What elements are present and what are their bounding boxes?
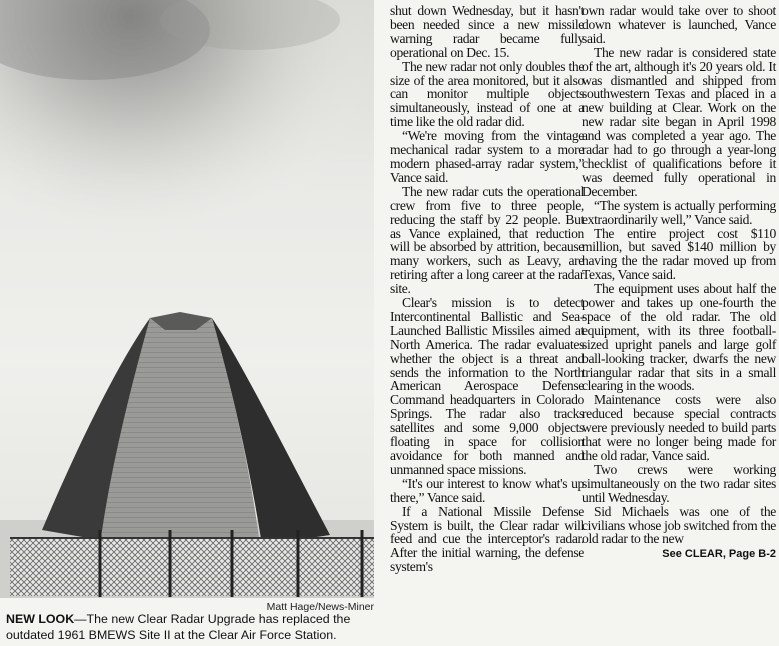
paragraph: The entire project cost $110 million, but saved $140 million by having the the radar moved up from Texas, Vance said.	[582, 225, 776, 283]
paragraph: Two crews were working simultaneously on the two radar sites until Wednesday.	[582, 461, 776, 505]
photo-caption	[6, 611, 372, 643]
paragraph: Sid Michaels was one of the civilians whose job switched from the old radar to the new	[582, 503, 776, 547]
paragraph: The equipment uses about half the power and takes up one-fourth the space of the old radar. The old equipment, with its three football-sized upright panels and large golf ball-looking tracker, dwarfs the new triangular radar that sits in a small clearing in the woods.	[582, 281, 776, 394]
article-column-2	[582, 4, 776, 562]
radar-photo	[0, 0, 374, 598]
jump-line: See CLEAR, Page B-2	[662, 548, 776, 561]
paragraph: Maintenance costs were also reduced because special contracts were previously needed to build parts that were no longer being made for the old radar, Vance said.	[582, 392, 776, 463]
article-column-1	[390, 4, 584, 574]
caption-text: —The new Clear Radar Upgrade has replaced the outdated 1961 BMEWS Site II at the Clear Air Force Station.	[6, 612, 351, 642]
paragraph: Clear's mission is to detect Intercontinental Ballistic and Sea-Launched Ballistic Missiles aimed at North America. The radar evaluates whether the object is a threat and sends the information to the North American Aerospace Defense Command headquarters in Colorado Springs. The radar also tracks satellites and some 9,000 objects floating in space for collision avoidance for both manned and unmanned space missions.	[390, 295, 584, 477]
paragraph: The new radar is considered state of the art, although it's 20 years old. It was dismantled and shipped from southwestern Texas and placed in a new building at Clear. Work on the new radar site began in April 1998 and was completed a year ago. The radar had to go through a year-long checklist of qualifications before it was deemed fully operational in December.	[582, 44, 776, 199]
paragraph: “It's our interest to know what's up there,” Vance said.	[390, 475, 584, 505]
paragraph: own radar would take over to shoot down whatever is launched, Vance said.	[582, 3, 776, 46]
paragraph: The new radar cuts the operational crew from five to three people, reducing the staff by 22 people. But as Vance explained, that reduction will be absorbed by attrition, because many workers, such as Leavy, are retiring after a long career at the radar site.	[390, 183, 584, 297]
paragraph: shut down Wednesday, but it hasn't been needed since a new missile warning radar became fully operational on Dec. 15.	[390, 3, 584, 60]
paragraph: If a National Missile Defense System is built, the Clear radar will feed and cue the interceptor's radar. After the initial warning, the defense system's	[390, 503, 584, 575]
paragraph: The new radar not only doubles the size of the area monitored, but it also can monitor multiple objects simultaneously, instead of one at a time like the old radar did.	[390, 58, 584, 130]
paragraph: “We're moving from the vintage mechanical radar system to a more modern phased-array radar system,” Vance said.	[390, 128, 584, 185]
caption-lead: NEW LOOK	[6, 612, 75, 626]
photo-credit: Matt Hage/News-Miner	[266, 601, 374, 613]
paragraph: “The system is actually performing extraordinarily well,” Vance said.	[582, 197, 776, 227]
radar-building-illustration	[0, 0, 374, 598]
